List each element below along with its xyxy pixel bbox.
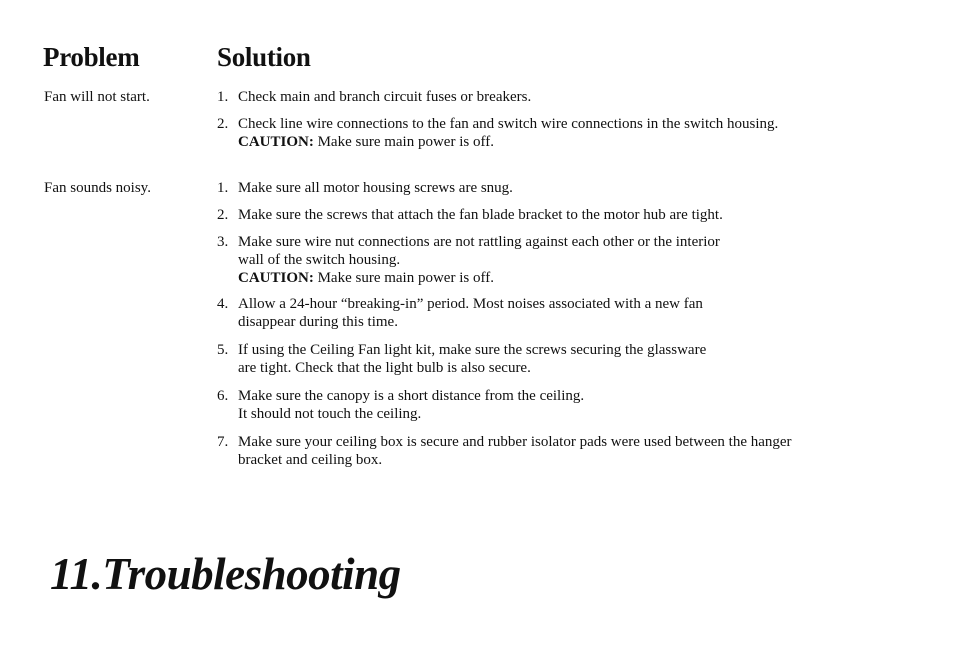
solution-item xyxy=(217,295,792,331)
solution-text: It should not touch the ceiling. xyxy=(238,406,422,422)
solution-item xyxy=(217,179,792,197)
solution-column-header: Solution xyxy=(217,42,311,72)
solution-item xyxy=(217,341,792,377)
solution-text: wall of the switch housing. xyxy=(238,252,401,268)
solution-list-fan-sounds-noisy xyxy=(217,179,792,469)
problem-fan-will-not-start: Fan will not start. xyxy=(44,89,150,105)
solution-item xyxy=(217,387,792,423)
caution-note xyxy=(238,269,792,287)
solution-number: 2. xyxy=(217,207,229,223)
solution-text: Make sure wire nut connections are not rattling against each other or the interior xyxy=(238,234,720,250)
solution-text: If using the Ceiling Fan light kit, make sure the screws securing the glassware xyxy=(238,342,707,358)
solution-number: 1. xyxy=(217,180,229,196)
solution-item xyxy=(217,88,778,106)
solution-text: Allow a 24-hour “breaking-in” period. Most noises associated with a new fan xyxy=(238,296,703,312)
caution-text: Make sure main power is off. xyxy=(317,270,494,286)
solution-number: 7. xyxy=(217,434,229,450)
solution-text: bracket and ceiling box. xyxy=(238,452,383,468)
solution-item xyxy=(217,233,792,287)
caution-label: CAUTION: xyxy=(238,270,314,286)
section-title: 11.Troubleshooting xyxy=(50,549,401,599)
solution-number: 4. xyxy=(217,296,229,312)
solution-text: are tight. Check that the light bulb is also secure. xyxy=(238,360,531,376)
solution-text: disappear during this time. xyxy=(238,314,398,330)
caution-text: Make sure main power is off. xyxy=(317,134,494,150)
caution-note xyxy=(238,133,778,151)
solution-number: 3. xyxy=(217,234,229,250)
solution-item xyxy=(217,206,792,224)
solution-text: Make sure the canopy is a short distance from the ceiling. xyxy=(238,388,585,404)
caution-label: CAUTION: xyxy=(238,134,314,150)
solution-number: 1. xyxy=(217,89,229,105)
solution-item xyxy=(217,433,792,469)
solution-item xyxy=(217,115,778,151)
solution-number: 2. xyxy=(217,116,229,132)
solution-text: Check line wire connections to the fan and switch wire connections in the switch housing. xyxy=(238,116,779,132)
solution-list-fan-will-not-start xyxy=(217,88,778,151)
problem-fan-sounds-noisy: Fan sounds noisy. xyxy=(44,180,151,196)
solution-number: 6. xyxy=(217,388,229,404)
solution-text: Make sure all motor housing screws are snug. xyxy=(238,180,513,196)
solution-text: Check main and branch circuit fuses or breakers. xyxy=(238,89,532,105)
solution-number: 5. xyxy=(217,342,229,358)
solution-text: Make sure your ceiling box is secure and rubber isolator pads were used between the hanger xyxy=(238,434,792,450)
solution-text: Make sure the screws that attach the fan blade bracket to the motor hub are tight. xyxy=(238,207,723,223)
problem-column-header: Problem xyxy=(43,42,140,72)
